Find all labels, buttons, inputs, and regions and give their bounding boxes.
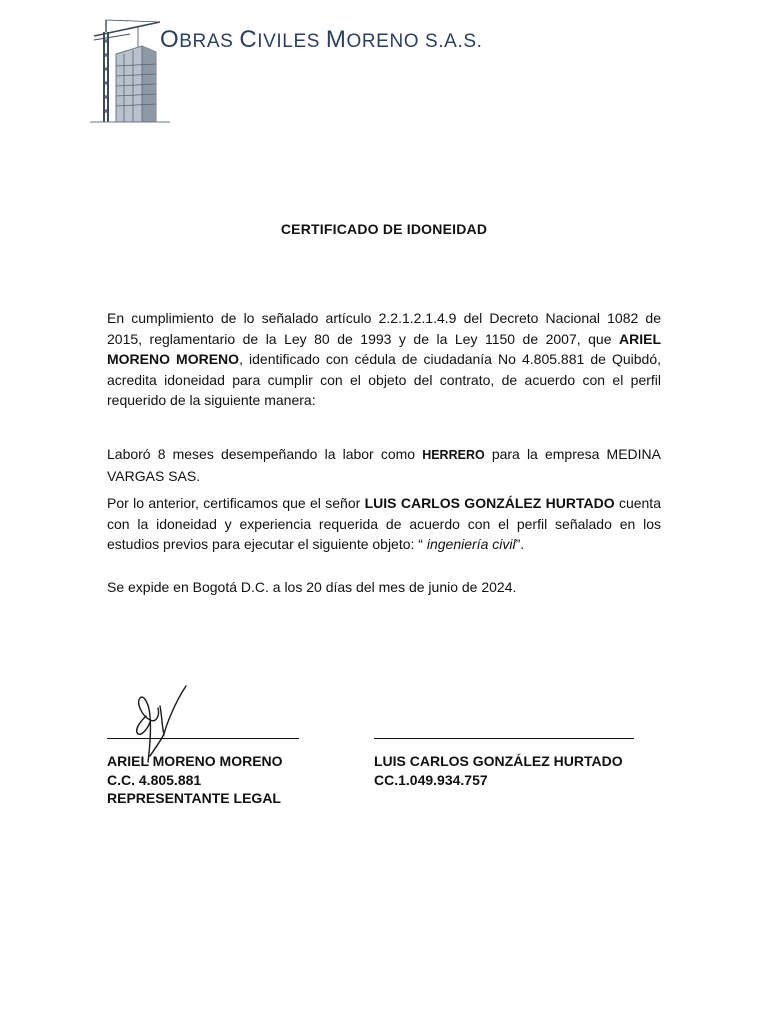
certification-paragraph: Por lo anterior, certificamos que el señor LUIS CARLOS GONZÁLEZ HURTADO cuenta con la idoneidad y experiencia requerida de acuerdo con el perfil señalado en los estudios previos para ejecutar el siguiente objeto: “ ingeniería civil”. (107, 495, 661, 552)
certified-worker-name: LUIS CARLOS GONZÁLEZ HURTADO (364, 495, 615, 511)
company-word-3: MORENO S.A.S. (325, 26, 483, 53)
signature-line-right (374, 738, 634, 739)
company-name (160, 26, 482, 54)
signatory-right-name: LUIS CARLOS GONZÁLEZ HURTADO (374, 753, 623, 769)
construction-crane-building-icon (90, 14, 170, 126)
company-word-1: OBRAS (160, 26, 240, 53)
signatory-left-id: C.C. 4.805.881 (107, 771, 202, 788)
signatory-right (374, 752, 623, 789)
certified-person-name: ARIEL MORENO MORENO (107, 330, 661, 367)
signatory-left (107, 752, 283, 808)
company-word-2: CIVILES (239, 26, 326, 53)
experience-paragraph: Laboró 8 meses desempeñando la labor como HERRERO para la empresa MEDINA VARGAS SAS. (107, 446, 661, 484)
contract-object: ingeniería civil (426, 536, 516, 552)
signatory-left-name: ARIEL MORENO MORENO (107, 753, 283, 769)
signatory-right-id: CC.1.049.934.757 (374, 771, 488, 788)
document-title: CERTIFICADO DE IDONEIDAD (280, 221, 488, 237)
issue-date-paragraph: Se expide en Bogotá D.C. a los 20 días del mes de junio de 2024. (107, 579, 517, 595)
signatory-left-role: REPRESENTANTE LEGAL (107, 790, 281, 806)
legal-basis-paragraph: En cumplimiento de lo señalado artículo 2.2.1.2.1.4.9 del Decreto Nacional 1082 de 2015, reglamentario de la Ley 80 de 1993 y de la Ley 1150 de 2007, que ARIEL MORENO MORENO, identificado con cédula de ciudadanía No 4.805.881 de Quibdó, acredita idoneidad para cumplir con el objeto del contrato, de acuerdo con el perfil requerido de la siguiente manera: (107, 310, 661, 408)
job-role: HERRERO (422, 448, 485, 462)
